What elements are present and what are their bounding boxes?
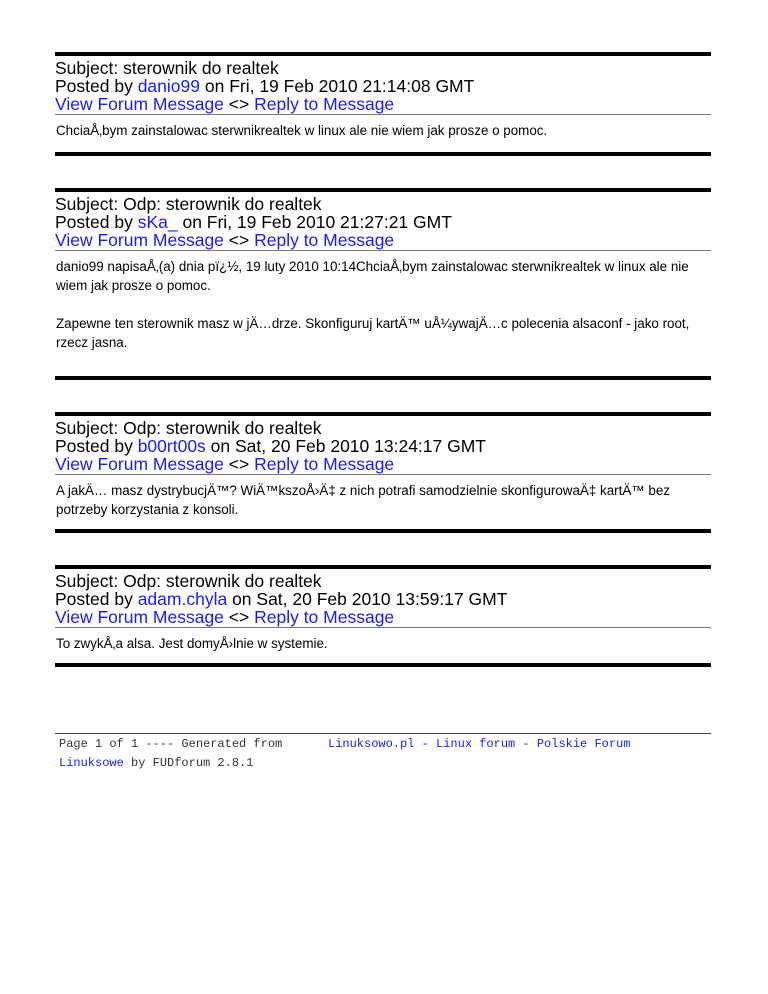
subject-line: Subject: Odp: sterownik do realtek [55, 418, 322, 438]
view-forum-message-link[interactable]: View Forum Message [55, 607, 224, 627]
message-separator [55, 663, 711, 667]
message-links: View Forum Message <> Reply to Message [55, 607, 395, 627]
message-paragraph: Zapewne ten sterownik masz w jÄ…drze. Skonfiguruj kartÄ™ uÅ¼ywajÄ…c polecenia alsaconf - jako root, rzecz jasna. [56, 316, 690, 350]
message-header [55, 56, 711, 113]
author-link[interactable]: b00rt00s [137, 436, 206, 456]
page-footer [55, 733, 711, 770]
message-links: View Forum Message <> Reply to Message [55, 94, 395, 114]
subject-line: Subject: Odp: sterownik do realtek [55, 194, 322, 214]
post-date: on Fri, 19 Feb 2010 21:14:08 GMT [200, 76, 475, 96]
message-links: View Forum Message <> Reply to Message [55, 230, 395, 250]
message-header [55, 192, 711, 249]
reply-to-message-link[interactable]: Reply to Message [254, 454, 395, 474]
author-link[interactable]: danio99 [137, 76, 200, 96]
message-body [55, 475, 711, 519]
message-2 [55, 188, 711, 352]
message-header [55, 569, 711, 626]
post-date: on Sat, 20 Feb 2010 13:59:17 GMT [227, 589, 508, 609]
message-3 [55, 412, 711, 519]
fudforum-version: by FUDforum 2.8.1 [123, 756, 254, 770]
author-link[interactable]: sKa_ [137, 212, 178, 232]
message-body [55, 115, 711, 140]
post-date: on Fri, 19 Feb 2010 21:27:21 GMT [177, 212, 452, 232]
message-paragraph: To zwykÅ‚a alsa. Jest domyÅ›lnie w systemie. [56, 636, 328, 651]
message-separator [55, 152, 711, 156]
subject: sterownik do realtek [123, 58, 279, 78]
subject-line: Subject: Odp: sterownik do realtek [55, 571, 322, 591]
subject-line: Subject: sterownik do realtek [55, 58, 279, 78]
message-paragraph: ChciaÅ‚bym zainstalowac sterwnikrealtek w linux ale nie wiem jak prosze o pomoc. [56, 123, 548, 138]
subject: Odp: sterownik do realtek [123, 571, 322, 591]
message-1 [55, 52, 711, 140]
view-forum-message-link[interactable]: View Forum Message [55, 454, 224, 474]
reply-to-message-link[interactable]: Reply to Message [254, 94, 395, 114]
message-body [55, 628, 711, 653]
subject: Odp: sterownik do realtek [123, 418, 322, 438]
message-paragraph: A jakÄ… masz dystrybucjÄ™? WiÄ™kszoÅ›Ä‡ z nich potrafi samodzielnie skonfigurowaÄ‡ kartÄ™ bez potrzeby korzystania z konsoli. [56, 483, 670, 517]
footer-columns [55, 734, 711, 770]
message-4 [55, 565, 711, 653]
footer-generated-info [59, 735, 309, 773]
posted-by-line: Posted by danio99 on Fri, 19 Feb 2010 21:14:08 GMT [55, 76, 475, 96]
message-links: View Forum Message <> Reply to Message [55, 454, 395, 474]
footer-forum-title [328, 735, 630, 754]
message-header [55, 416, 711, 473]
post-date: on Sat, 20 Feb 2010 13:24:17 GMT [205, 436, 486, 456]
author-link[interactable]: adam.chyla [137, 589, 228, 609]
site-link[interactable]: Linuksowe [59, 756, 124, 770]
subject: Odp: sterownik do realtek [123, 194, 322, 214]
message-paragraph: danio99 napisaÅ‚(a) dnia pï¿½, 19 luty 2010 10:14ChciaÅ‚bym zainstalowac sterwnikrealtek w linux ale nie wiem jak prosze o pomoc. [56, 259, 689, 293]
message-separator [55, 529, 711, 533]
view-forum-message-link[interactable]: View Forum Message [55, 230, 224, 250]
message-body [55, 251, 711, 352]
posted-by-line: Posted by b00rt00s on Sat, 20 Feb 2010 13:24:17 GMT [55, 436, 486, 456]
message-separator [55, 376, 711, 380]
forum-home-link[interactable]: Linuksowo.pl - Linux forum - Polskie Forum [328, 737, 631, 751]
page-info: Page 1 of 1 ---- Generated from [59, 737, 283, 751]
posted-by-line: Posted by adam.chyla on Sat, 20 Feb 2010 13:59:17 GMT [55, 589, 508, 609]
posted-by-line: Posted by sKa_ on Fri, 19 Feb 2010 21:27:21 GMT [55, 212, 452, 232]
reply-to-message-link[interactable]: Reply to Message [254, 230, 395, 250]
reply-to-message-link[interactable]: Reply to Message [254, 607, 395, 627]
view-forum-message-link[interactable]: View Forum Message [55, 94, 224, 114]
